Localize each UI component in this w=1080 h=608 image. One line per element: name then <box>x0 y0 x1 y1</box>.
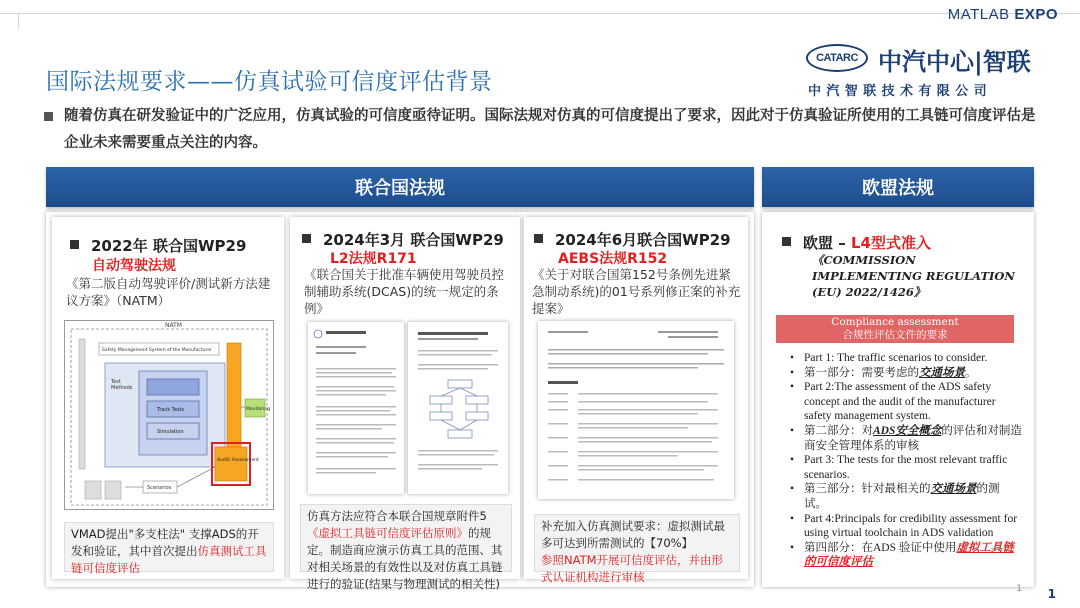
annex-document-thumbnail <box>408 322 508 494</box>
card-subtitle: AEBS法规R152 <box>558 251 668 267</box>
diagram-sms-label: Safety Management System of the Manufacturer <box>102 348 212 353</box>
org-name: 中汽中心|智联 <box>878 48 1031 76</box>
svg-text:Test: Test <box>111 379 121 385</box>
amendment-document-thumbnail <box>538 321 734 499</box>
document-page-icon <box>538 321 734 499</box>
natm-diagram <box>64 320 274 510</box>
bullet-icon <box>534 234 543 243</box>
top-divider-tick <box>18 13 19 29</box>
list-item: • Part 1: The traffic scenarios to consider. <box>786 351 1022 366</box>
card-note: 仿真方法应符合本联合国规章附件5《虚拟工具链可信度评估原则》的规定。制造商应演示仿真工具的范围、其对相关场景的有效性以及对仿真工具链进行的验证(结果与物理测试的相关性) <box>300 504 512 572</box>
list-item: • Part 4:Principals for credibility assessment for using virtual toolchain in ADS validation <box>786 512 1022 541</box>
intro-paragraph: 随着仿真在研发验证中的广泛应用，仿真试验的可信度亟待证明。国际法规对仿真的可信度提出了要求，因此对于仿真验证所使用的工具链可信度评估是企业未来需要重点关注的内容。 <box>44 103 1044 157</box>
card-title: 2024年3月 联合国WP29 <box>302 229 504 250</box>
eu-regulation-name: 《COMMISSION IMPLEMENTING REGULATION (EU) 2022/1426》 <box>812 253 1015 299</box>
bullet-icon <box>44 112 53 121</box>
eu-requirements-list <box>786 351 1022 570</box>
card-title: 2024年6月联合国WP29 <box>534 229 731 250</box>
card-description: 《第二版自动驾驶评价/测试新方法建议方案》（NATM） <box>66 276 271 308</box>
compliance-assessment-banner: Compliance assessment 合规性评估文件的要求 <box>776 315 1014 343</box>
catarc-emblem: CATARC <box>806 44 868 72</box>
list-item: • Part 2:The assessment of the ADS safety concept and the audit of the manufacturer safety management system. <box>786 380 1022 424</box>
card-note: 补充加入仿真测试要求：虚拟测试最多可达到所需测试的【70%】 参照NATM开展可信度评估，并由形式认证机构进行审核 <box>534 514 740 572</box>
card-subtitle: L2法规R171 <box>330 251 417 267</box>
card-description: 《联合国关于批准车辆使用驾驶员控制辅助系统(DCAS)的统一规定的条例》 <box>304 267 505 316</box>
card-title: 2022年 联合国WP29 <box>70 235 246 256</box>
list-item: • 第四部分：在ADS 验证中使用虚拟工具链的可信度评估 <box>786 541 1022 570</box>
diagram-scenarios-label: Scenarios <box>147 485 172 491</box>
list-item: • 第二部分：对ADS安全概念的评估和对制造商安全管理体系的审核 <box>786 424 1022 453</box>
bullet-icon <box>302 234 311 243</box>
list-item: • 第一部分：需要考虑的交通场景。 <box>786 366 1022 381</box>
diagram-natm-label: NATM <box>165 322 182 329</box>
bullet-icon <box>70 240 79 249</box>
diagram-audit-label: Audit/ Assessment <box>217 458 259 463</box>
svg-text:Methods: Methods <box>111 385 133 391</box>
un-regulations-panel <box>46 212 754 591</box>
page-title: 国际法规要求——仿真试验可信度评估背景 <box>46 69 493 95</box>
card-wp29-2022 <box>52 217 284 579</box>
slide-footer-mark: 1 <box>1016 584 1022 594</box>
card-description: 《关于对联合国第152号条例先进紧急制动系统)的01号系列修正案的补充提案》 <box>532 267 741 316</box>
un-regulations-header: 联合国法规 <box>46 167 754 207</box>
diagram-track-tests-label: Track Tests <box>157 407 185 413</box>
regulation-document-thumbnail <box>308 322 404 494</box>
card-note: VMAD提出"多支柱法" 支撑ADS的开发和验证，其中首次提出仿真测试工具链可信度评估 <box>64 522 274 572</box>
bullet-icon <box>782 237 791 246</box>
eu-regulations-panel <box>762 212 1034 587</box>
top-divider <box>0 13 1080 14</box>
eu-regulations-header: 欧盟法规 <box>762 167 1034 207</box>
list-item: • Part 3: The tests for the most relevant traffic scenarios. <box>786 453 1022 482</box>
card-wp29-r152 <box>524 217 748 584</box>
natm-diagram-svg <box>65 321 275 511</box>
page-number: 1 <box>1047 587 1056 601</box>
diagram-monitoring-label: Monitoring <box>246 407 271 412</box>
eu-card-title: 欧盟 – L4型式准入 <box>782 232 931 253</box>
document-page-icon <box>408 322 508 494</box>
catarc-logo <box>806 40 1056 100</box>
diagram-simulation-label: Simulation <box>157 429 184 435</box>
matlab-expo-logo: MATLAB EXPO <box>947 6 1058 23</box>
org-full-name: 中汽智联技术有限公司 <box>808 84 993 99</box>
list-item: • 第三部分：针对最相关的交通场景的测试。 <box>786 482 1022 511</box>
card-wp29-r171 <box>290 217 520 591</box>
document-page-icon <box>308 322 404 494</box>
card-subtitle: 自动驾驶法规 <box>92 258 176 274</box>
